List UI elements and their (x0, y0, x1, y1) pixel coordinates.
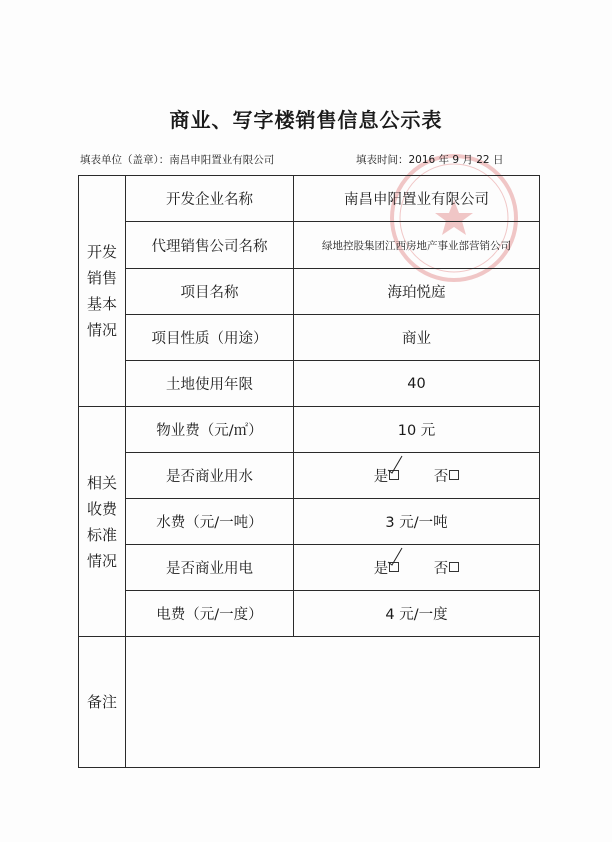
project-label: 项目名称 (126, 269, 294, 315)
section-basic: 开发 销售 基本 情况 (79, 176, 126, 407)
water-no-checkbox[interactable] (449, 470, 459, 480)
section-fees: 相关 收费 标准 情况 (79, 407, 126, 637)
water-fee-value: 3 元/一吨 (294, 499, 540, 545)
comm-water-label: 是否商业用水 (126, 453, 294, 499)
check-mark-icon (386, 454, 404, 474)
table-row (79, 361, 540, 407)
power-fee-value: 4 元/一度 (294, 591, 540, 637)
water-yes-option[interactable] (374, 465, 400, 486)
developer-label: 开发企业名称 (126, 176, 294, 222)
power-no-option[interactable] (434, 557, 460, 578)
check-mark-icon (386, 546, 404, 566)
table-row (79, 176, 540, 222)
property-fee-label: 物业费（元/㎡） (126, 407, 294, 453)
nature-value: 商业 (294, 315, 540, 361)
table-row (79, 315, 540, 361)
comm-water-choice (294, 453, 540, 499)
project-value: 海珀悦庭 (294, 269, 540, 315)
table-row (79, 545, 540, 591)
power-yes-option[interactable] (374, 557, 400, 578)
water-no-option[interactable] (434, 465, 460, 486)
remark-value[interactable] (126, 637, 540, 768)
table-row (79, 407, 540, 453)
land-years-label: 土地使用年限 (126, 361, 294, 407)
fill-unit (80, 152, 274, 167)
power-no-label: 否 (433, 561, 449, 577)
power-fee-label: 电费（元/一度） (126, 591, 294, 637)
developer-value: 南昌申阳置业有限公司 (294, 176, 540, 222)
section-remark: 备注 (79, 637, 126, 768)
property-fee-value: 10 元 (294, 407, 540, 453)
fill-date (356, 152, 503, 167)
table-row (79, 591, 540, 637)
table-row (79, 453, 540, 499)
power-no-checkbox[interactable] (449, 562, 459, 572)
unit-value: 南昌申阳置业有限公司 (169, 154, 275, 166)
power-yes-label: 是 (373, 561, 389, 577)
unit-label: 填表单位（盖章）： (80, 154, 170, 166)
table-row (79, 269, 540, 315)
date-label: 填表时间： (356, 154, 409, 166)
agent-label: 代理销售公司名称 (126, 222, 294, 269)
water-fee-label: 水费（元/一吨） (126, 499, 294, 545)
page-title: 商业、写字楼销售信息公示表 (169, 108, 443, 132)
info-table (78, 175, 540, 768)
table-row (79, 499, 540, 545)
comm-power-choice (294, 545, 540, 591)
water-no-label: 否 (433, 469, 449, 485)
agent-value: 绿地控股集团江西房地产事业部营销公司 (294, 222, 540, 269)
land-years-value: 40 (294, 361, 540, 407)
comm-power-label: 是否商业用电 (126, 545, 294, 591)
nature-label: 项目性质（用途） (126, 315, 294, 361)
water-yes-label: 是 (373, 469, 389, 485)
table-row (79, 222, 540, 269)
table-row (79, 637, 540, 768)
date-value: 2016 年 9 月 22 日 (408, 154, 504, 166)
